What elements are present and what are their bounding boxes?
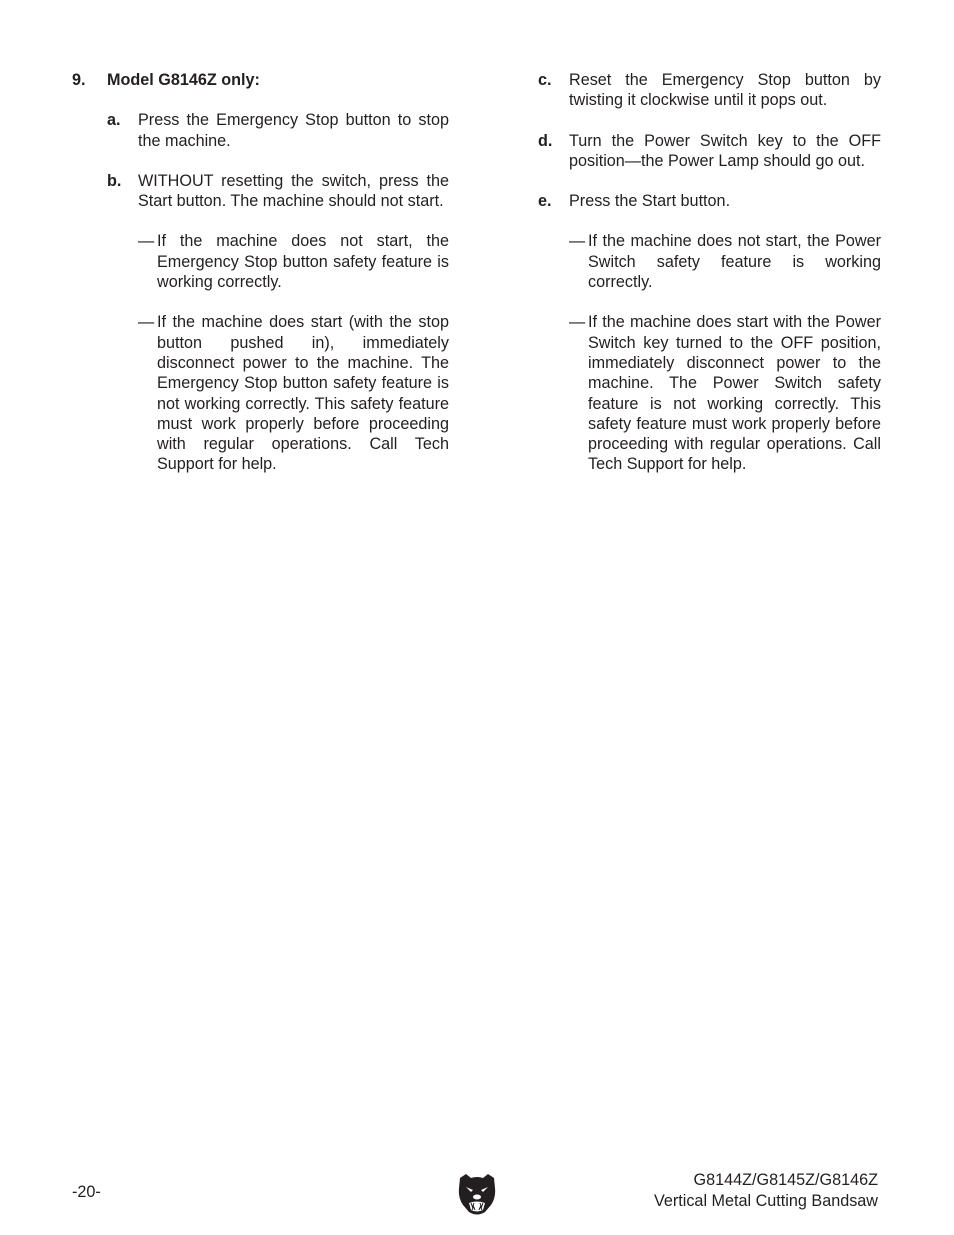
substep-text: Press the Start button. bbox=[569, 192, 731, 211]
note-text: If the machine does not start, the Emergency Stop button safety feature is working correctly. bbox=[157, 232, 449, 292]
substep-letter: b. bbox=[107, 171, 122, 190]
substep-letter: a. bbox=[107, 111, 121, 130]
footer-models: G8144Z/G8145Z/G8146Z bbox=[693, 1171, 878, 1189]
substep-b bbox=[107, 171, 449, 212]
note-text: If the machine does start (with the stop button pushed in), immediately disconnect power to the machine. The Emergency Stop button safety feature is not working correctly. This safety feature must work properly before proceeding with regular operations. Call Tech Support for help. bbox=[157, 313, 449, 474]
substep-text: WITHOUT resetting the switch, press the Start button. The machine should not start. bbox=[138, 171, 449, 211]
note-item bbox=[138, 231, 449, 292]
substep-letter: c. bbox=[538, 71, 552, 89]
right-column bbox=[538, 70, 881, 495]
substep-e bbox=[538, 191, 881, 211]
note-text: If the machine does not start, the Power Switch safety feature is working correctly. bbox=[588, 232, 881, 292]
em-dash: — bbox=[138, 232, 154, 251]
step-number: 9. bbox=[72, 71, 86, 89]
page-number: -20- bbox=[72, 1183, 101, 1201]
footer-product-name: Vertical Metal Cutting Bandsaw bbox=[653, 1192, 878, 1210]
substep-text: Press the Emergency Stop button to stop the machine. bbox=[138, 111, 449, 150]
substep-letter: d. bbox=[538, 131, 553, 150]
note-item bbox=[569, 312, 881, 474]
em-dash: — bbox=[569, 232, 585, 251]
substep-c bbox=[538, 70, 881, 111]
em-dash: — bbox=[569, 313, 585, 332]
left-column bbox=[72, 70, 449, 495]
footer-product-info bbox=[654, 1170, 878, 1212]
note-item bbox=[569, 231, 881, 292]
grizzly-bear-icon bbox=[457, 1172, 497, 1216]
em-dash: — bbox=[138, 313, 154, 332]
substep-d bbox=[538, 131, 881, 172]
note-item bbox=[138, 312, 449, 474]
substep-a bbox=[107, 110, 449, 151]
note-text: If the machine does start with the Power Switch key turned to the OFF position, immediately disconnect power to the machine. The Power Switch safety feature is not working correctly. This safety feature must work properly before proceeding with regular operations. Call Tech Support for help. bbox=[588, 313, 881, 474]
step-heading bbox=[72, 70, 449, 90]
substep-letter: e. bbox=[538, 192, 552, 211]
substep-text: Reset the Emergency Stop button by twisting it clockwise until it pops out. bbox=[569, 71, 881, 110]
substep-text: Turn the Power Switch key to the OFF position—the Power Lamp should go out. bbox=[569, 131, 881, 170]
step-title: Model G8146Z only: bbox=[107, 71, 260, 89]
